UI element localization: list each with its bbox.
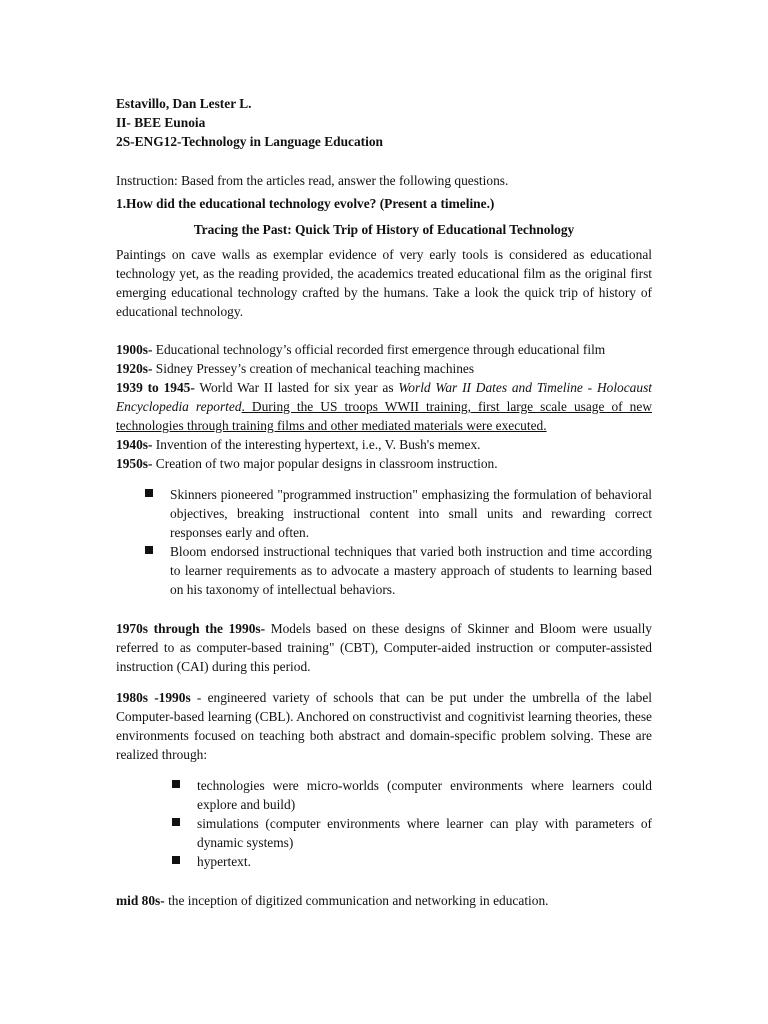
bullet-square-icon bbox=[172, 780, 180, 788]
author-name: Estavillo, Dan Lester L. bbox=[116, 96, 252, 111]
paragraph-1970s-label: 1970s through the 1990s- bbox=[116, 621, 266, 636]
intro-paragraph: Paintings on cave walls as exemplar evidence of very early tools is considered as educational technology yet, as the reading provided, the academics treated educational film as the original first emerging educational technology crafted by the humans. Take a look the quick trip of history of educational technology. bbox=[116, 247, 652, 319]
timeline-1920s-text: Sidney Pressey’s creation of mechanical teaching machines bbox=[152, 361, 475, 376]
class-section: II- BEE Eunoia bbox=[116, 115, 206, 130]
timeline-1950s-label: 1950s- bbox=[116, 456, 153, 471]
paragraph-1970s-text: Models based on these designs of Skinner and Bloom were usually referred to as computer-based training" (CBT), Computer-aided instruction or computer-assisted instruction (CAI) during this period. bbox=[116, 621, 652, 674]
paragraph-1980s bbox=[116, 688, 652, 764]
timeline-1939-text-a: World War II lasted for six year as bbox=[194, 380, 399, 395]
timeline-1939-source: World War II Dates and Timeline - Holocaust Encyclopedia reported bbox=[116, 380, 653, 414]
timeline-1940s bbox=[116, 435, 652, 454]
timeline-1920s bbox=[116, 359, 652, 378]
timeline-1950s bbox=[116, 454, 652, 473]
paragraph-1970s bbox=[116, 619, 652, 676]
list-item: hypertext. bbox=[197, 854, 251, 869]
timeline-1939-label: 1939 to 1945- bbox=[116, 380, 195, 395]
paragraph-1980s-label: 1980s -1990s bbox=[116, 690, 191, 705]
bullet-square-icon bbox=[145, 489, 153, 497]
list-item: simulations (computer environments where learner can play with parameters of dynamic systems) bbox=[197, 816, 652, 850]
paragraph-mid-80s-text: the inception of digitized communication and networking in education. bbox=[164, 893, 549, 908]
timeline-1940s-label: 1940s- bbox=[116, 437, 153, 452]
bullet-square-icon bbox=[172, 818, 180, 826]
timeline-1900s-text: Educational technology’s official recorded first emergence through educational film bbox=[152, 342, 606, 357]
instruction-text: Instruction: Based from the articles read, answer the following questions. bbox=[116, 173, 509, 188]
bullet-square-icon bbox=[145, 546, 153, 554]
timeline-1939-1945 bbox=[116, 378, 652, 435]
section-subtitle: Tracing the Past: Quick Trip of History of Educational Technology bbox=[193, 222, 575, 237]
paragraph-mid-80s bbox=[116, 891, 652, 910]
paragraph-1980s-text: - engineered variety of schools that can be put under the umbrella of the label Computer-based learning (CBL). Anchored on constructivist and cognitivist learning theories, these environments focused on teaching both abstract and domain-specific problem solving. These are realized through: bbox=[116, 690, 652, 762]
list-item: Skinners pioneered "programmed instruction" emphasizing the formulation of behavioral objectives, breaking instructional content into small units and rewarding correct responses early and often. bbox=[170, 487, 652, 540]
course-title: 2S-ENG12-Technology in Language Education bbox=[116, 134, 384, 149]
paragraph-mid-80s-label: mid 80s- bbox=[116, 893, 165, 908]
timeline-1900s bbox=[116, 340, 652, 359]
timeline-1950s-text: Creation of two major popular designs in classroom instruction. bbox=[152, 456, 498, 471]
question-1: 1.How did the educational technology evolve? (Present a timeline.) bbox=[116, 196, 495, 211]
timeline-1900s-label: 1900s- bbox=[116, 342, 153, 357]
timeline-1920s-label: 1920s- bbox=[116, 361, 153, 376]
list-item: technologies were micro-worlds (computer environments where learners could explore and build) bbox=[197, 778, 652, 812]
bullet-square-icon bbox=[172, 856, 180, 864]
timeline-1939-text-b: . During the US troops WWII training, first large scale usage of new technologies through training films and other mediated materials were executed. bbox=[116, 399, 652, 433]
list-item: Bloom endorsed instructional techniques that varied both instruction and time according to learner requirements as to advocate a mastery approach of students to learning based on his taxonomy of intellectual behaviors. bbox=[170, 544, 652, 597]
timeline-1940s-text: Invention of the interesting hypertext, i.e., V. Bush's memex. bbox=[152, 437, 481, 452]
